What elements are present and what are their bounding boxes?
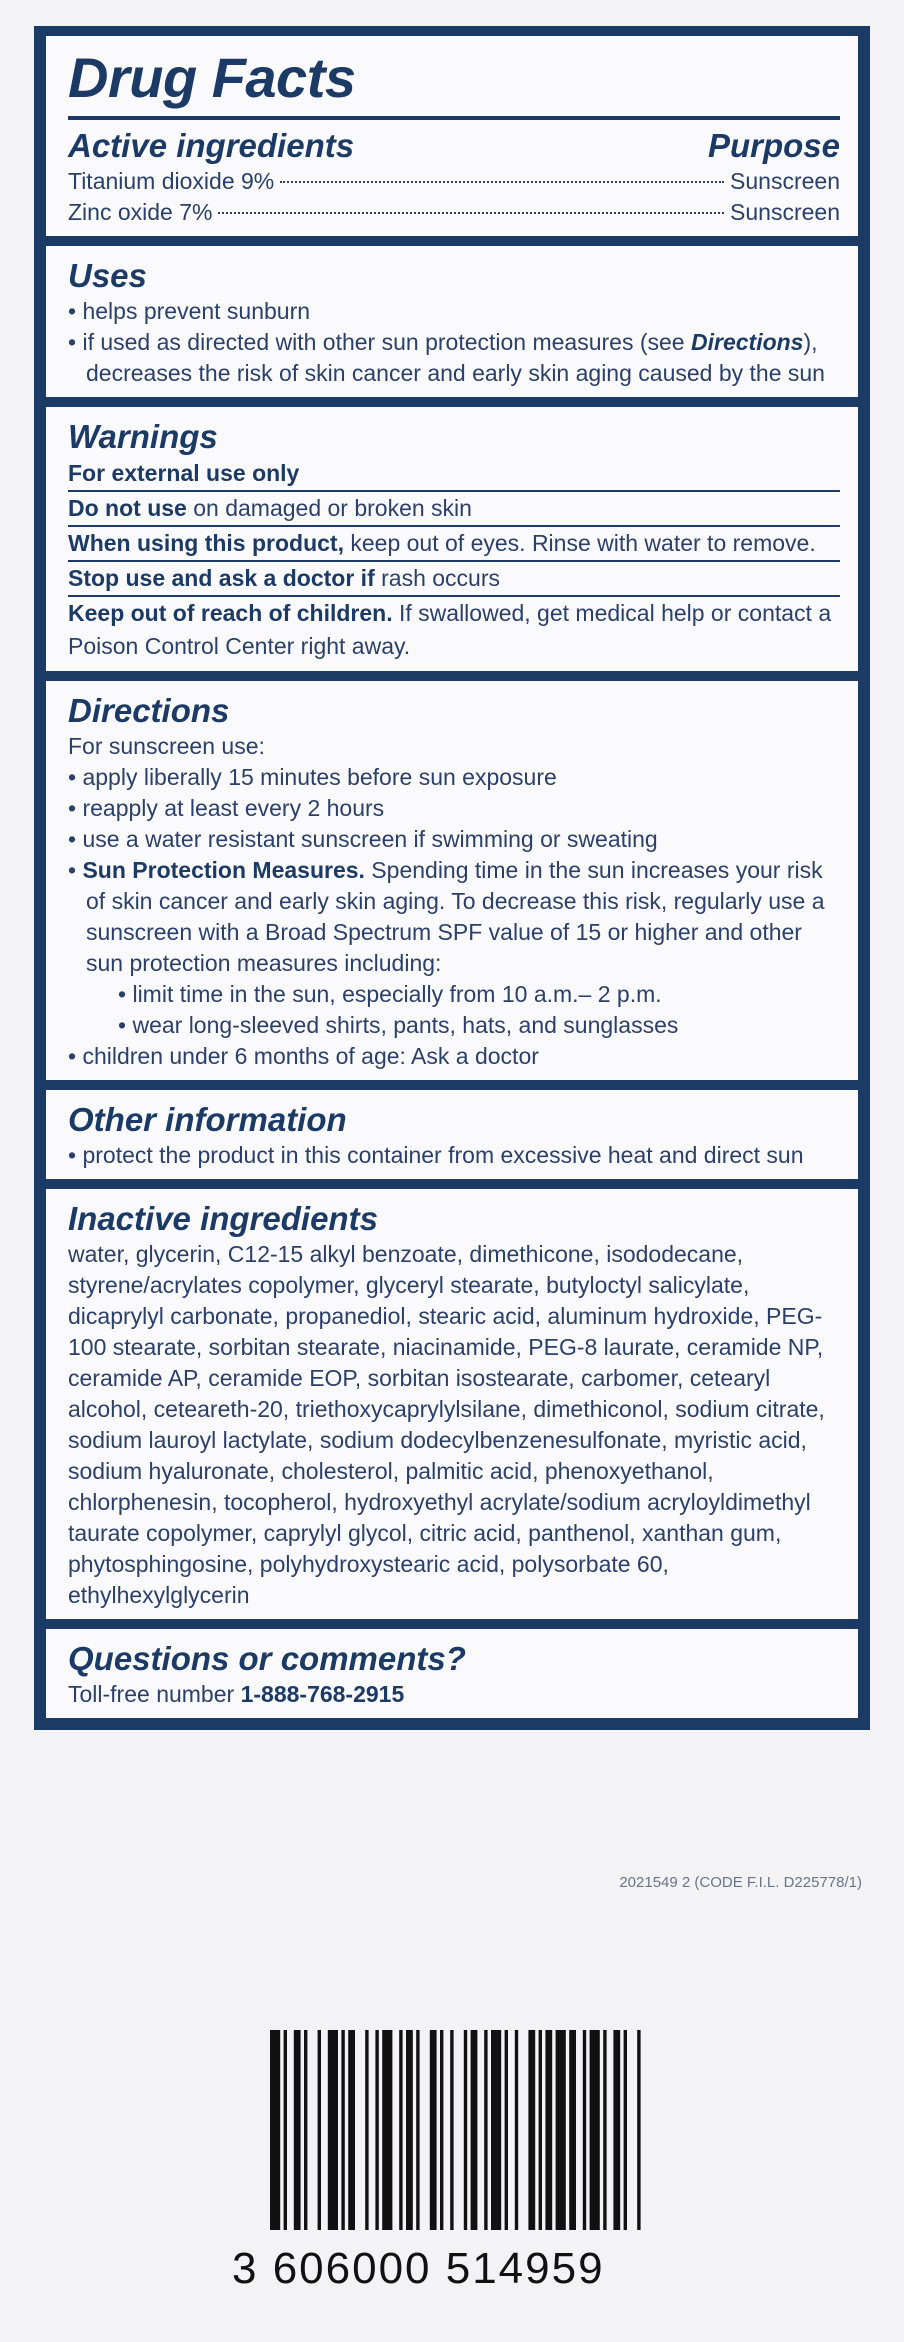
- ingredient-purpose: Sunscreen: [730, 199, 840, 225]
- barcode-bar: [375, 2030, 378, 2230]
- purpose-heading: Purpose: [707, 127, 840, 164]
- directions-heading: Directions: [68, 692, 230, 729]
- toll-free-number: 1-888-768-2915: [240, 1681, 405, 1707]
- active-ingredients-heading: Active ingredients: [68, 127, 355, 164]
- uses-item-text: if used as directed with other sun protection measures (see: [82, 329, 691, 355]
- directions-subitem: • limit time in the sun, especially from 10 a.m.– 2 p.m.: [118, 981, 662, 1007]
- directions-item-text: apply liberally 15 minutes before sun exposure: [82, 764, 557, 790]
- directions-intro: For sunscreen use:: [68, 733, 265, 759]
- directions-item-text: children under 6 months of age: Ask a doctor: [82, 1043, 539, 1069]
- barcode-bar: [613, 2030, 620, 2230]
- ingredient-row: [68, 197, 840, 228]
- barcode-bar: [515, 2030, 518, 2230]
- uses-item: • helps prevent sunburn: [68, 298, 311, 324]
- barcode-bar: [569, 2030, 576, 2230]
- warning-text: If swallowed, get medical help or contact a Poison Control Center right away.: [68, 600, 832, 659]
- barcode-bar: [416, 2030, 419, 2230]
- warnings-section: [46, 407, 858, 671]
- uses-section: [46, 246, 858, 397]
- barcode-bar: [430, 2030, 437, 2230]
- drug-facts-panel: [34, 26, 870, 1730]
- directions-item: • children under 6 months of age: Ask a doctor: [68, 1043, 539, 1069]
- barcode-bar: [318, 2030, 321, 2230]
- warning-text: on damaged or broken skin: [186, 495, 472, 521]
- barcode-bar: [450, 2030, 453, 2230]
- barcode-bar: [328, 2030, 338, 2230]
- directions-item: • reapply at least every 2 hours: [68, 795, 385, 821]
- questions-heading: Questions or comments?: [68, 1640, 466, 1677]
- uses-item-emphasis: Directions: [691, 329, 804, 355]
- barcode-bar: [440, 2030, 443, 2230]
- warning-bold: Do not use: [68, 495, 187, 521]
- directions-item-text: reapply at least every 2 hours: [82, 795, 385, 821]
- questions-section: [46, 1629, 858, 1718]
- barcode-bar: [590, 2030, 600, 2230]
- barcode-bar: [539, 2030, 542, 2230]
- warning-external: [68, 457, 840, 490]
- other-information-section: [46, 1090, 858, 1179]
- directions-item: • use a water resistant sunscreen if swimming or sweating: [68, 826, 658, 852]
- product-code: 2021549 2 (CODE F.I.L. D225778/1): [619, 1874, 862, 1891]
- directions-item-text: use a water resistant sunscreen if swimming or sweating: [82, 826, 658, 852]
- barcode-bar: [294, 2030, 301, 2230]
- warning-bold: Keep out of reach of children.: [68, 600, 393, 626]
- warning-bold: Stop use and ask a doctor if: [68, 565, 375, 591]
- barcode-bar: [505, 2030, 508, 2230]
- barcode-number: 3 606000 514959: [232, 2244, 605, 2293]
- inactive-ingredients-section: [46, 1189, 858, 1619]
- dot-leader: [280, 181, 724, 183]
- barcode-bar: [341, 2030, 344, 2230]
- inactive-ingredients-text: water, glycerin, C12-15 alkyl benzoate, dimethicone, isododecane, styrene/acrylates copolymer, glyceryl stearate, butyloctyl salicylate, dicaprylyl carbonate, propanediol, stearic acid, aluminum hydroxide, PEG-100 stearate, sorbitan stearate, niacinamide, PEG-8 laurate, ceramide NP, ceramide AP, ceramide EOP, sorbitan isostearate, carbomer, cetearyl alcohol, ceteareth-20, triethoxycaprylylsilane, dimethiconol, sodium citrate, sodium lauroyl lactylate, sodium dodecylbenzenesulfonate, myristic acid, sodium hyaluronate, cholesterol, palmitic acid, phenoxyethanol, chlorphenesin, tocopherol, hydroxyethyl acrylate/sodium acryloyldimethyl taurate copolymer, caprylyl glycol, citric acid, panthenol, xanthan gum, phytosphingosine, polyhydroxystearic acid, polysorbate 60, ethylhexylglycerin: [68, 1241, 825, 1608]
- barcode-bar: [603, 2030, 606, 2230]
- barcode-bar: [491, 2030, 501, 2230]
- inactive-ingredients-heading: Inactive ingredients: [68, 1200, 378, 1237]
- warning-stop-use: [68, 562, 840, 595]
- warning-text: keep out of eyes. Rinse with water to remove.: [343, 530, 816, 556]
- warning-keep-out: [68, 597, 840, 663]
- barcode-bar: [382, 2030, 392, 2230]
- warning-do-not-use: [68, 492, 840, 525]
- warning-text: rash occurs: [374, 565, 500, 591]
- warning-external-text: For external use only: [68, 460, 300, 486]
- barcode-bar: [556, 2030, 566, 2230]
- other-information-heading: Other information: [68, 1101, 347, 1138]
- barcode-bar: [270, 2030, 280, 2230]
- drug-facts-title: Drug Facts: [68, 46, 356, 109]
- uses-heading: Uses: [68, 257, 147, 294]
- ingredient-row: [68, 166, 840, 197]
- uses-item: • if used as directed with other sun protection measures (see Directions), decreases the risk of skin cancer and early skin aging caused by the sun: [68, 329, 825, 386]
- directions-item: • apply liberally 15 minutes before sun exposure: [68, 764, 557, 790]
- directions-subitem: • wear long-sleeved shirts, pants, hats, and sunglasses: [118, 1012, 679, 1038]
- barcode-bar: [484, 2030, 487, 2230]
- toll-free-row: [68, 1679, 840, 1710]
- barcode-bar: [583, 2030, 586, 2230]
- barcode-bar: [545, 2030, 552, 2230]
- directions-subitem-text: wear long-sleeved shirts, pants, hats, and sunglasses: [132, 1012, 679, 1038]
- directions-item: • Sun Protection Measures. Spending time in the sun increases your risk of skin cancer and early skin aging. To decrease this risk, regularly use a sunscreen with a Broad Spectrum SPF value of 15 or higher and other sun protection measures including:: [68, 857, 825, 976]
- other-information-item: • protect the product in this container from excessive heat and direct sun: [68, 1142, 804, 1168]
- toll-free-label: Toll-free number: [68, 1681, 241, 1707]
- barcode-bar: [406, 2030, 413, 2230]
- active-header-row: [68, 126, 840, 166]
- directions-item-bold: Sun Protection Measures.: [82, 857, 365, 883]
- barcode-bar: [304, 2030, 307, 2230]
- directions-item-text: Spending time in the sun increases your risk of skin cancer and early skin aging. To decrease this risk, regularly use a sunscreen with a Broad Spectrum SPF value of 15 or higher and other sun protection measures including:: [86, 857, 825, 976]
- barcode-bar: [348, 2030, 355, 2230]
- ingredient-name: Zinc oxide 7%: [68, 199, 213, 225]
- divider: [68, 116, 840, 120]
- uses-item-text: helps prevent sunburn: [82, 298, 311, 324]
- warning-bold: When using this product,: [68, 530, 344, 556]
- active-ingredients-section: [46, 36, 858, 236]
- barcode-bar: [637, 2030, 640, 2230]
- ingredient-purpose: Sunscreen: [730, 168, 840, 194]
- barcode-bar: [464, 2030, 467, 2230]
- warnings-heading: Warnings: [68, 418, 218, 455]
- directions-subitem-text: limit time in the sun, especially from 10 a.m.– 2 p.m.: [132, 981, 662, 1007]
- directions-section: [46, 681, 858, 1080]
- ingredient-name: Titanium dioxide 9%: [68, 168, 275, 194]
- barcode-bar: [624, 2030, 627, 2230]
- barcode-bar: [399, 2030, 402, 2230]
- barcode-bar: [528, 2030, 535, 2230]
- other-information-text: protect the product in this container from excessive heat and direct sun: [82, 1142, 804, 1168]
- barcode-bar: [284, 2030, 287, 2230]
- uses-item-text: ), decreases the risk of skin cancer and early skin aging caused by the sun: [86, 329, 825, 386]
- warning-when-using: [68, 527, 840, 560]
- barcode-bar: [471, 2030, 478, 2230]
- barcode: [270, 2030, 644, 2230]
- barcode-bar: [365, 2030, 368, 2230]
- dot-leader: [218, 212, 724, 214]
